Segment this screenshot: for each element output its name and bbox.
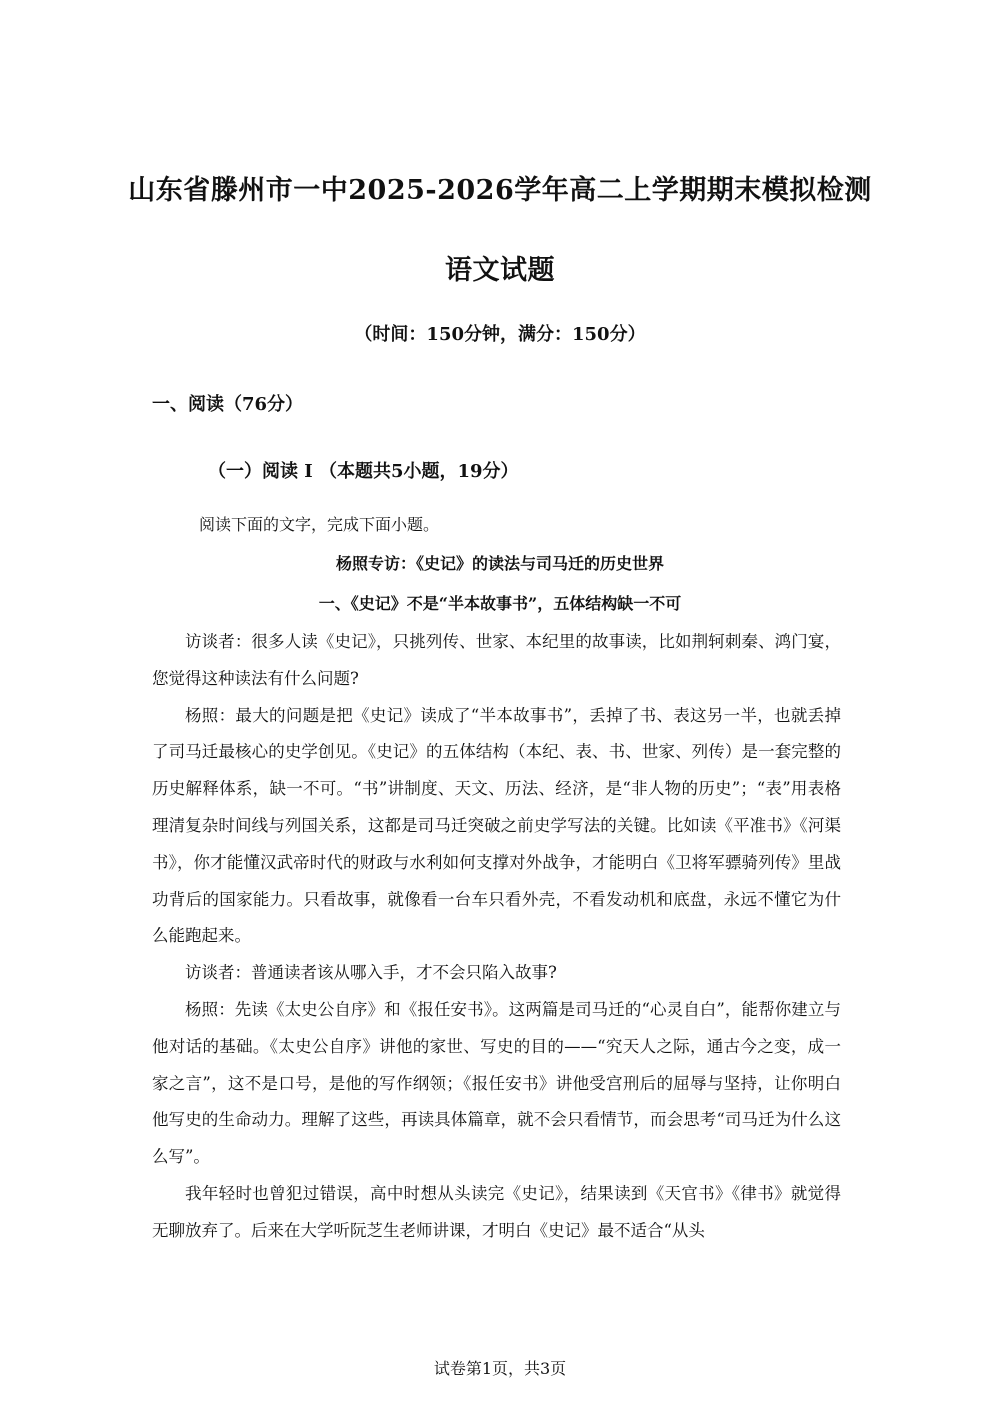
article-title: 杨照专访：《史记》的读法与司马迁的历史世界 (335, 554, 664, 573)
exam-time-score: （时间：150分钟，满分：150分） (354, 324, 646, 345)
exam-title: 山东省滕州市一中2025-2026学年高二上学期期末模拟检测 (128, 175, 872, 206)
article-part-heading: 一、《史记》不是“半本故事书”，五体结构缺一不可 (318, 594, 682, 613)
section-heading: 一、阅读（76分） (152, 394, 304, 415)
exam-subject-title: 语文试题 (445, 255, 555, 286)
article-paragraph: 杨照：先读《太史公自序》和《报任安书》。这两篇是司马迁的“心灵自白”，能帮你建立与他对话的基础。《太史公自序》讲他的家世、写史的目的——“究天人之际，通古今之变，成一家之言”，这不是口号，是他的写作纲领；《报任安书》讲他受宫刑后的屈辱与坚持，让你明白他写史的生命动力。理解了这些，再读具体篇章，就不会只看情节，而会思考“司马迁为什么这么写”。 (152, 999, 841, 1167)
subsection-heading: （一）阅读 I （本题共5小题，19分） (208, 461, 519, 482)
reading-instruction: 阅读下面的文字，完成下面小题。 (199, 515, 440, 534)
article-paragraph: 访谈者：普通读者该从哪入手，才不会只陷入故事? (185, 963, 557, 983)
page-footer: 试卷第1页，共3页 (433, 1359, 567, 1378)
article-paragraph: 访谈者：很多人读《史记》，只挑列传、世家、本纪里的故事读，比如荆轲刺秦、鸿门宴，您觉得这种读法有什么问题? (152, 632, 841, 688)
article-paragraph: 我年轻时也曾犯过错误，高中时想从头读完《史记》，结果读到《天官书》《律书》就觉得无聊放弃了。后来在大学听阮芝生老师讲课，才明白《史记》最不适合“从头 (152, 1183, 841, 1240)
article-paragraph: 杨照：最大的问题是把《史记》读成了“半本故事书”，丢掉了书、表这另一半，也就丢掉了司马迁最核心的史学创见。《史记》的五体结构（本纪、表、书、世家、列传）是一套完整的历史解释体系，缺一不可。“书”讲制度、天文、历法、经济，是“非人物的历史”；“表”用表格理清复杂时间线与列国关系，这都是司马迁突破之前史学写法的关键。比如读《平准书》《河渠书》，你才能懂汉武帝时代的财政与水利如何支撑对外战争，才能明白《卫将军骠骑列传》里战功背后的国家能力。只看故事，就像看一台车只看外壳，不看发动机和底盘，永远不懂它为什么能跑起来。 (152, 705, 841, 946)
article-body (152, 624, 841, 1250)
